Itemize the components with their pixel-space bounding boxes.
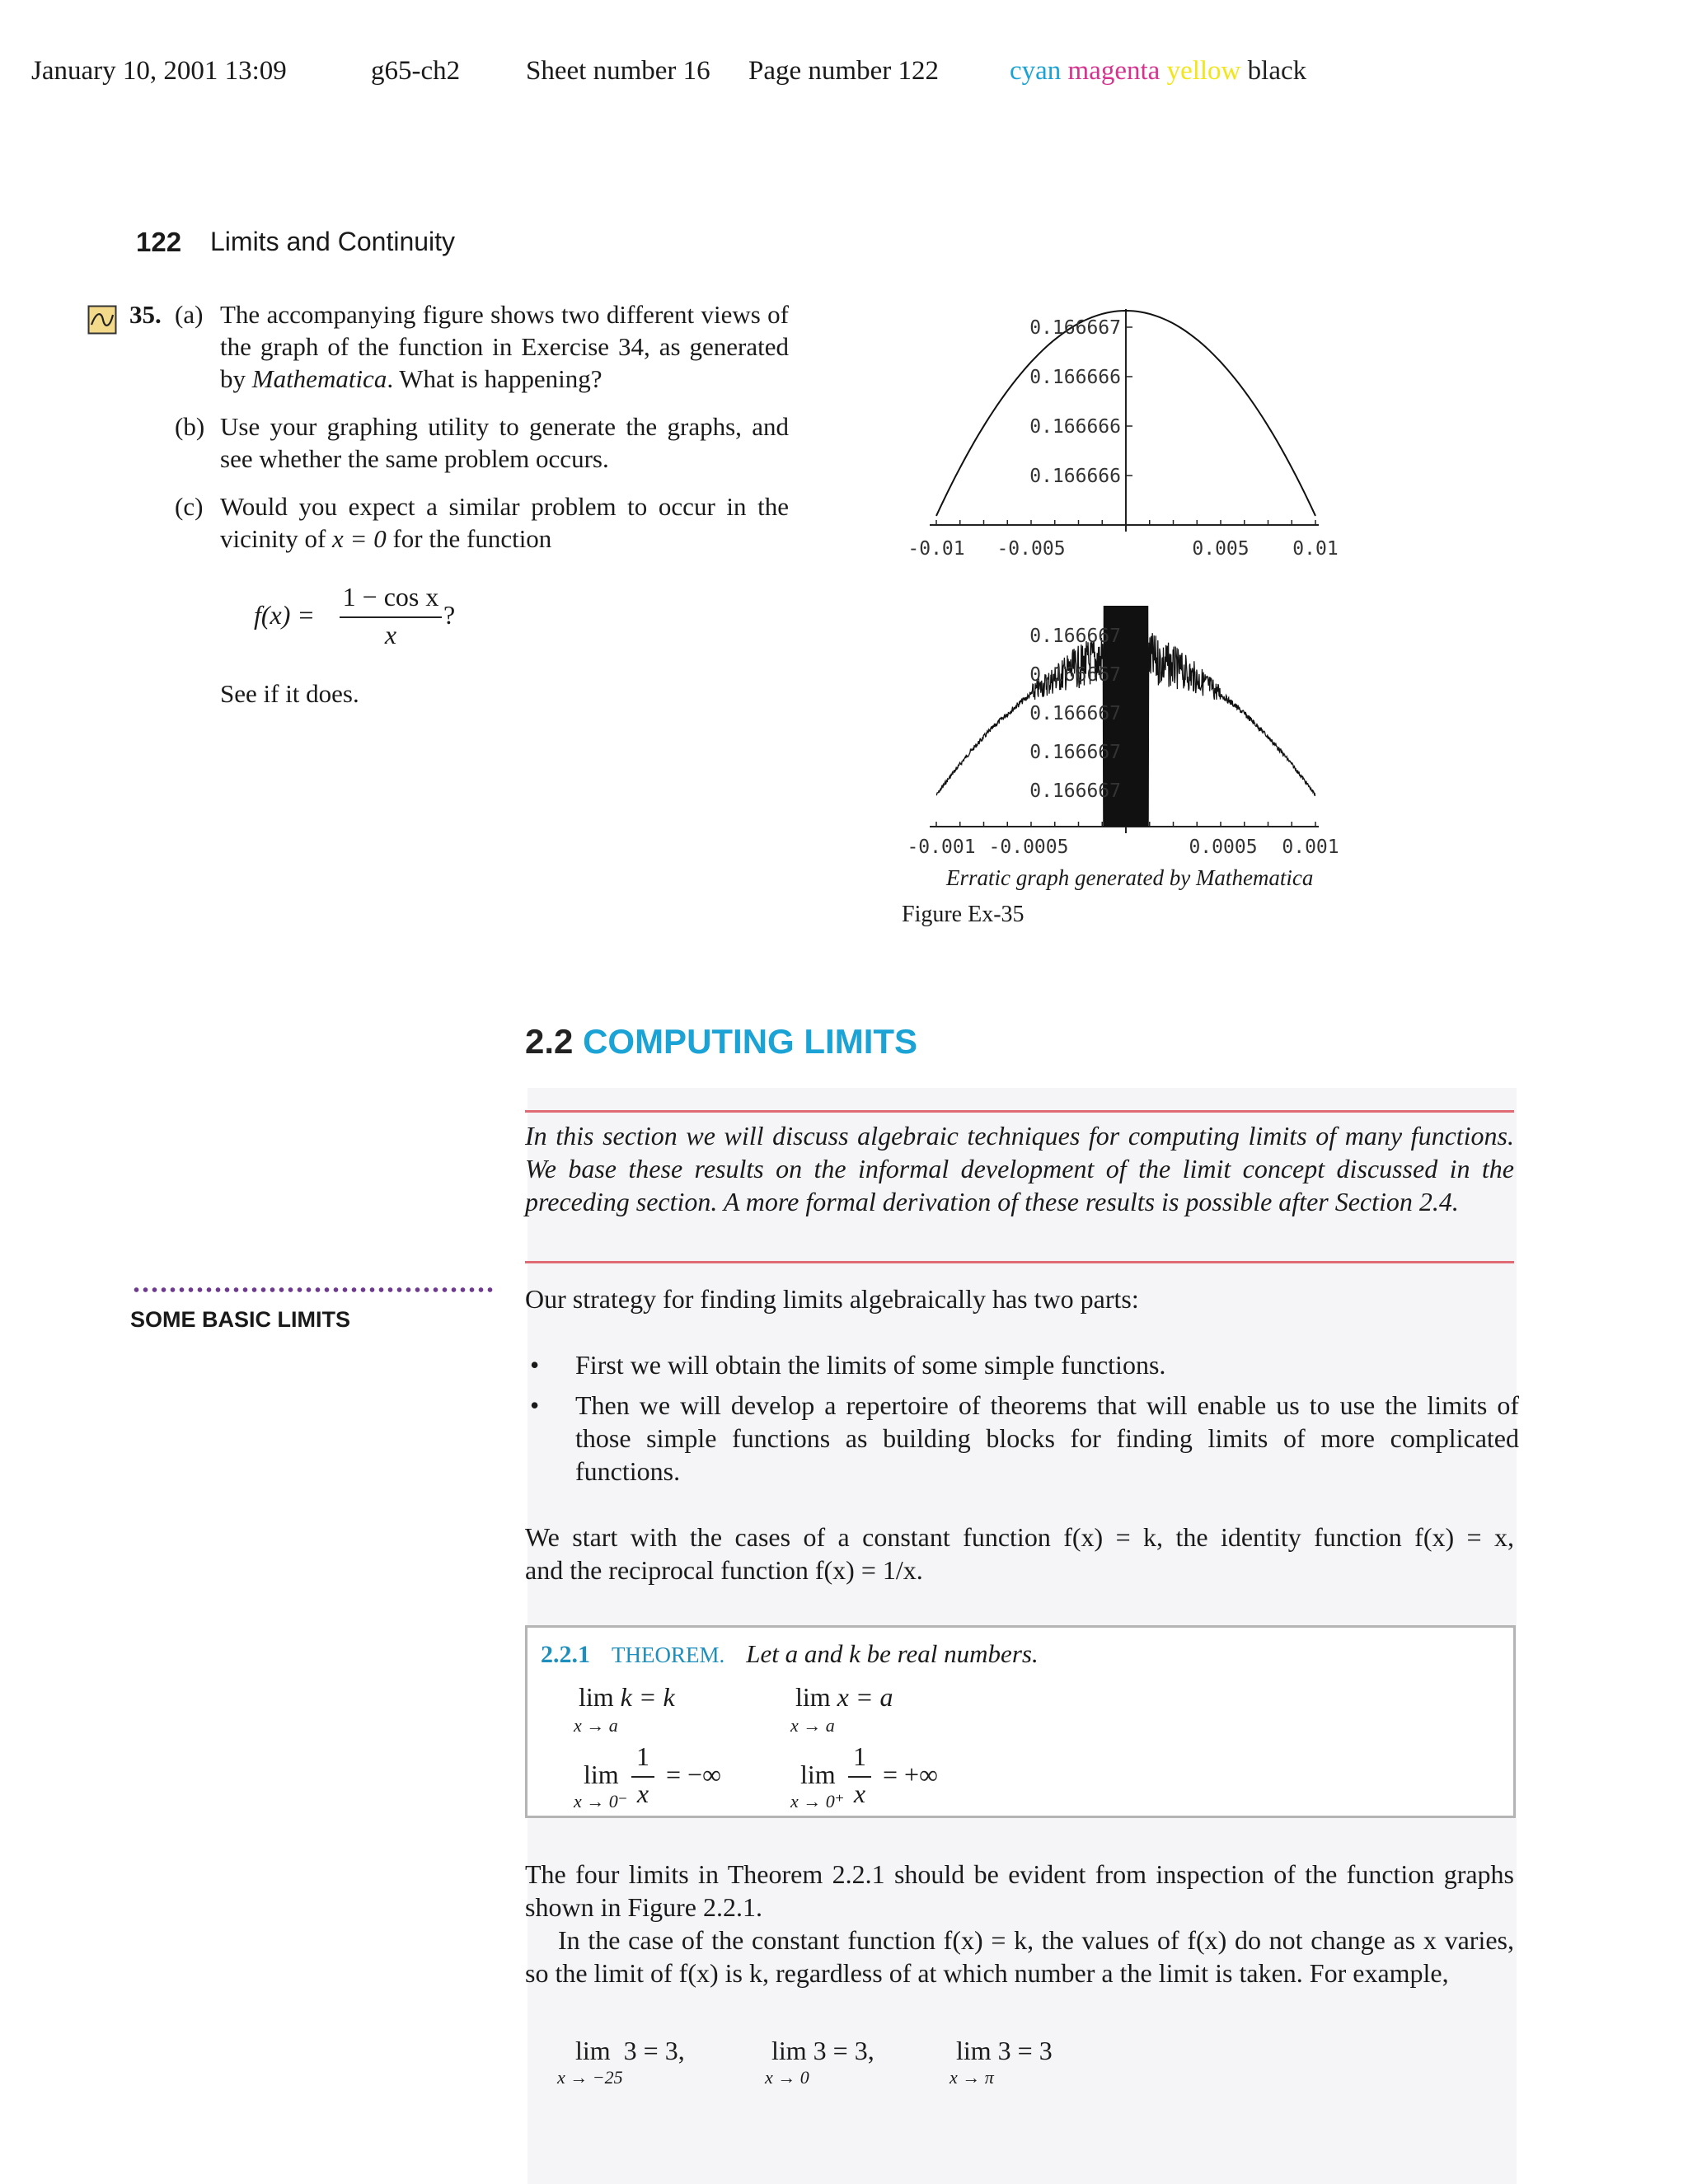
limit-4-sub: x → 0⁺ [790,1791,845,1811]
formula-numerator: 1 − cos x [342,582,439,612]
example-limit-1 [575,2036,685,2066]
top-y-tick-label: 0.166666 [1029,466,1121,487]
figure-caption: Erratic graph generated by Mathematica [946,865,1314,890]
example-1-expr: 3 = 3, [623,2036,685,2065]
top-x-tick-label: -0.01 [907,538,965,560]
example-limit-3 [956,2036,1053,2066]
bottom-y-tick-label: 0.166667 [1029,703,1121,724]
header-color-yellow: yellow [1166,56,1241,86]
intro-rule-top [525,1110,1514,1113]
formula-fraction-bar [340,616,442,618]
part-c-pre: Would you expect a similar problem to occur in the vicinity of [220,492,789,553]
bullet-dot: • [530,1350,540,1380]
limit-3-num: 1 [636,1741,649,1771]
paragraph-1: The four limits in Theorem 2.2.1 should be evident from inspection of the function graphs shown in Figure 2.2.1. [525,1859,1514,1922]
limit-2-expr: x = a [837,1682,893,1712]
theorem-word: THEOREM. [612,1643,725,1667]
bullet-item-2 [530,1389,1519,1488]
part-c-label: (c) [175,492,204,521]
top-y-tick-label: 0.166667 [1029,317,1121,339]
limit-4-rhs: = +∞ [883,1760,938,1789]
theorem-limit-3: lim [584,1760,619,1789]
lim-word: lim [956,2036,992,2065]
exercise-number: 35. [129,300,162,329]
part-c-text [220,490,789,555]
bottom-y-tick-label: 0.166667 [1029,664,1121,686]
strategy-text: Our strategy for finding limits algebraically has two parts: [525,1284,1139,1314]
exercise-see: See if it does. [220,679,359,708]
part-b-label: (b) [175,412,205,441]
top-x-tick-label: -0.005 [996,538,1066,560]
exercise-part-a [175,298,801,397]
example-2-sub: x → 0 [765,2067,809,2088]
bottom-graph [907,606,1339,858]
bottom-erratic-curve [936,606,1315,827]
header-date: January 10, 2001 13:09 [31,56,287,86]
example-2-expr: 3 = 3, [813,2036,874,2065]
header-colors [1010,56,1306,87]
section-number: 2.2 [525,1022,574,1061]
theorem-box [525,1625,1516,1818]
part-a-pre: The accompanying figure shows two different views of the graph of the function in Exercise 34, as generated by [220,300,789,393]
bottom-x-tick-label: 0.0005 [1189,837,1258,858]
lim-word: lim [795,1682,831,1712]
figure-ex-35 [890,293,1352,861]
header-color-cyan: cyan [1010,56,1062,86]
part-a-em: Mathematica [251,364,387,393]
example-3-expr: 3 = 3 [997,2036,1053,2065]
formula-lhs: f(x) = [254,600,315,630]
exercise-part-b [175,410,801,476]
header-file: g65-ch2 [371,56,461,86]
bullet-item-1 [530,1348,1519,1381]
limit-1-sub: x → a [574,1715,618,1736]
bullet-text: Then we will develop a repertoire of theorems that will enable us to use the limits of those simple functions as building blocks for finding limits of more complicated functions. [575,1390,1519,1486]
theorem-limit-1 [579,1682,675,1713]
example-3-sub: x → π [950,2067,994,2088]
example-1-sub: x → −25 [557,2067,623,2088]
lim-word: lim [579,1682,614,1712]
section-heading [525,1022,917,1062]
top-x-tick-label: 0.01 [1292,538,1339,560]
top-x-tick-label: 0.005 [1192,538,1250,560]
top-y-tick-label: 0.166666 [1029,367,1121,388]
header-color-black: black [1247,56,1307,86]
bottom-x-tick-label: -0.0005 [988,837,1069,858]
chapter-title: Limits and Continuity [210,227,456,256]
header-color-magenta: magenta [1067,56,1160,86]
section-title: COMPUTING LIMITS [583,1022,918,1061]
cases-line-2: and the reciprocal function f(x) = 1/x. [525,1555,923,1585]
limit-3-sub: x → 0⁻ [574,1791,628,1811]
theorem-statement: Let a and k be real numbers. [746,1639,1039,1668]
theorem-number: 2.2.1 [541,1641,590,1668]
sidebar-dotted-rule [132,1286,495,1294]
cases-line-1: We start with the cases of a constant function f(x) = k, the identity function f(x) = x, [525,1522,1514,1552]
bottom-y-tick-label: 0.166667 [1029,742,1121,763]
part-c-math: x = 0 [332,524,387,553]
bullet-dot: • [530,1390,540,1420]
graphing-utility-icon [87,305,117,335]
bottom-y-tick-label: 0.166667 [1029,780,1121,802]
example-limit-2 [771,2036,874,2066]
limit-1-expr: k = k [620,1682,675,1712]
limit-2-sub: x → a [790,1715,835,1736]
top-y-tick-label: 0.166666 [1029,416,1121,438]
lim-word: lim [575,2036,611,2065]
part-a-post: . What is happening? [387,364,603,393]
theorem-header [541,1639,1039,1669]
part-a-text [220,298,789,395]
theorem-limit-4: lim [800,1760,836,1789]
part-a-label: (a) [175,300,204,329]
limit-4-bar [848,1776,871,1778]
formula-denominator: x [384,620,397,649]
top-graph [907,309,1338,560]
header-sheet: Sheet number 16 [526,56,710,86]
bottom-x-tick-label: -0.001 [907,837,976,858]
page-number: 122 [136,227,182,257]
exercise-part-c [175,490,801,556]
section-intro: In this section we will discuss algebraic techniques for computing limits of many functions. We base these results on the informal development of the limit concept discussed in the preceding section. A more formal derivation of these results is possible after Section 2.4. [525,1121,1514,1216]
paragraph-2: In the case of the constant function f(x) = k, the values of f(x) do not change as x varies, so the limit of f(x) is k, regardless of at which number a the limit is taken. For example, [525,1925,1514,1988]
limit-4-num: 1 [853,1741,866,1771]
theorem-limit-2 [795,1682,893,1713]
limit-3-bar [631,1776,654,1778]
formula-question: ? [443,600,456,630]
bottom-x-tick-label: 0.001 [1282,837,1339,858]
limit-4-den: x [853,1779,866,1808]
sidebar-heading: SOME BASIC LIMITS [130,1307,351,1332]
part-b-text: Use your graphing utility to generate the graphs, and see whether the same problem occurs. [220,412,789,473]
bullet-text: First we will obtain the limits of some simple functions. [575,1350,1166,1380]
lim-word: lim [771,2036,807,2065]
limit-3-rhs: = −∞ [666,1760,721,1789]
intro-rule-bottom [525,1261,1514,1263]
figure-label: Figure Ex-35 [902,902,1025,927]
bottom-y-tick-label: 0.166667 [1029,626,1121,647]
limit-3-den: x [636,1779,649,1808]
part-c-post: for the function [386,524,552,553]
header-page: Page number 122 [748,56,939,86]
